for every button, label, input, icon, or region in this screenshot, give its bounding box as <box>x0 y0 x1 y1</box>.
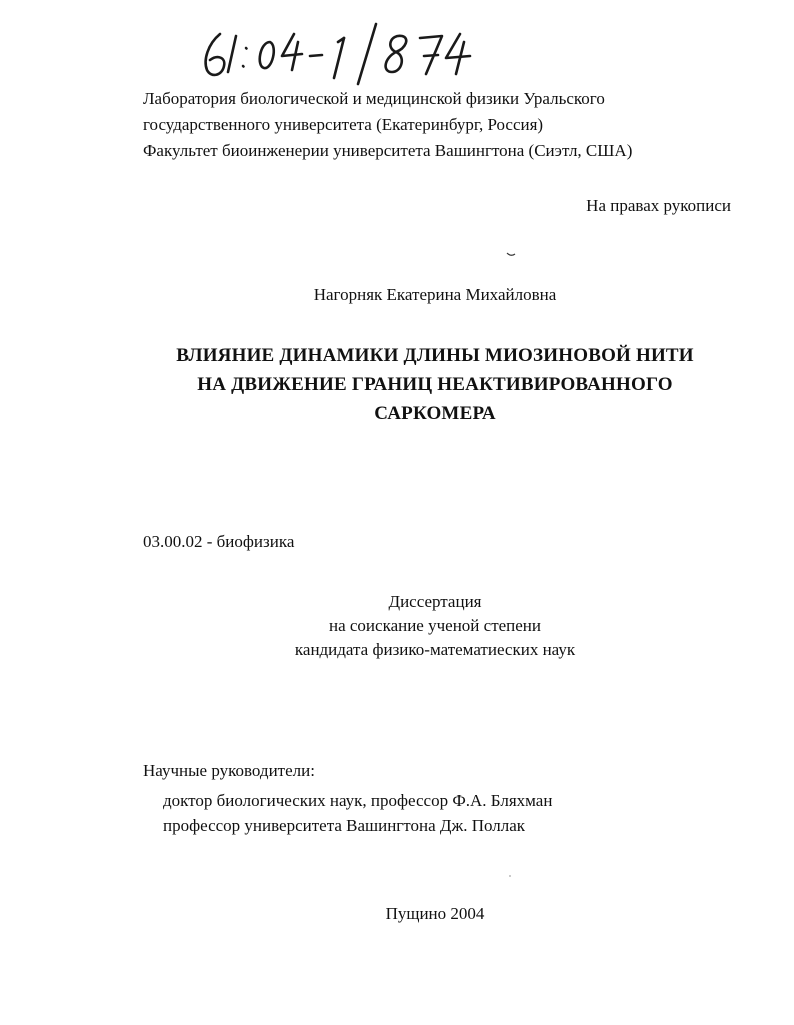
dissertation-line-1: Диссертация <box>388 592 482 611</box>
dissertation-line-3: кандидата физико-математиеских наук <box>294 640 576 659</box>
supervisor-1: доктор биологических наук, профессор Ф.А. Бляхман <box>163 791 553 810</box>
specialty-code: 03.00.02 - биофизика <box>143 532 295 551</box>
dissertation-line-2: на соискание ученой степени <box>328 616 542 635</box>
rights-note: На правах рукописи <box>586 196 731 215</box>
stray-ink-mark <box>506 251 516 257</box>
city-year: Пущино 2004 <box>385 904 485 923</box>
affiliation-line-3: Факультет биоинженерии университета Вашингтона (Сиэтл, США) <box>143 141 633 160</box>
supervisor-2: профессор университета Вашингтона Дж. Поллак <box>163 816 526 835</box>
supervisors-heading: Научные руководители: <box>143 761 315 780</box>
author-name: Нагорняк Екатерина Михайловна <box>313 285 557 304</box>
title-line-1: ВЛИЯНИЕ ДИНАМИКИ ДЛИНЫ МИОЗИНОВОЙ НИТИ <box>176 345 694 366</box>
handwritten-number-drawing <box>198 20 488 90</box>
affiliation-line-2: государственного университета (Екатеринбург, Россия) <box>143 115 544 134</box>
dissertation-title <box>0 341 794 428</box>
handwritten-archive-number <box>198 20 488 90</box>
dissertation-description <box>0 590 794 662</box>
title-line-3: САРКОМЕРА <box>374 403 496 424</box>
stray-dot <box>509 875 511 877</box>
title-line-2: НА ДВИЖЕНИЕ ГРАНИЦ НЕАКТИВИРОВАННОГО <box>197 374 673 395</box>
affiliation-line-1: Лаборатория биологической и медицинской физики Уральского <box>143 89 605 108</box>
